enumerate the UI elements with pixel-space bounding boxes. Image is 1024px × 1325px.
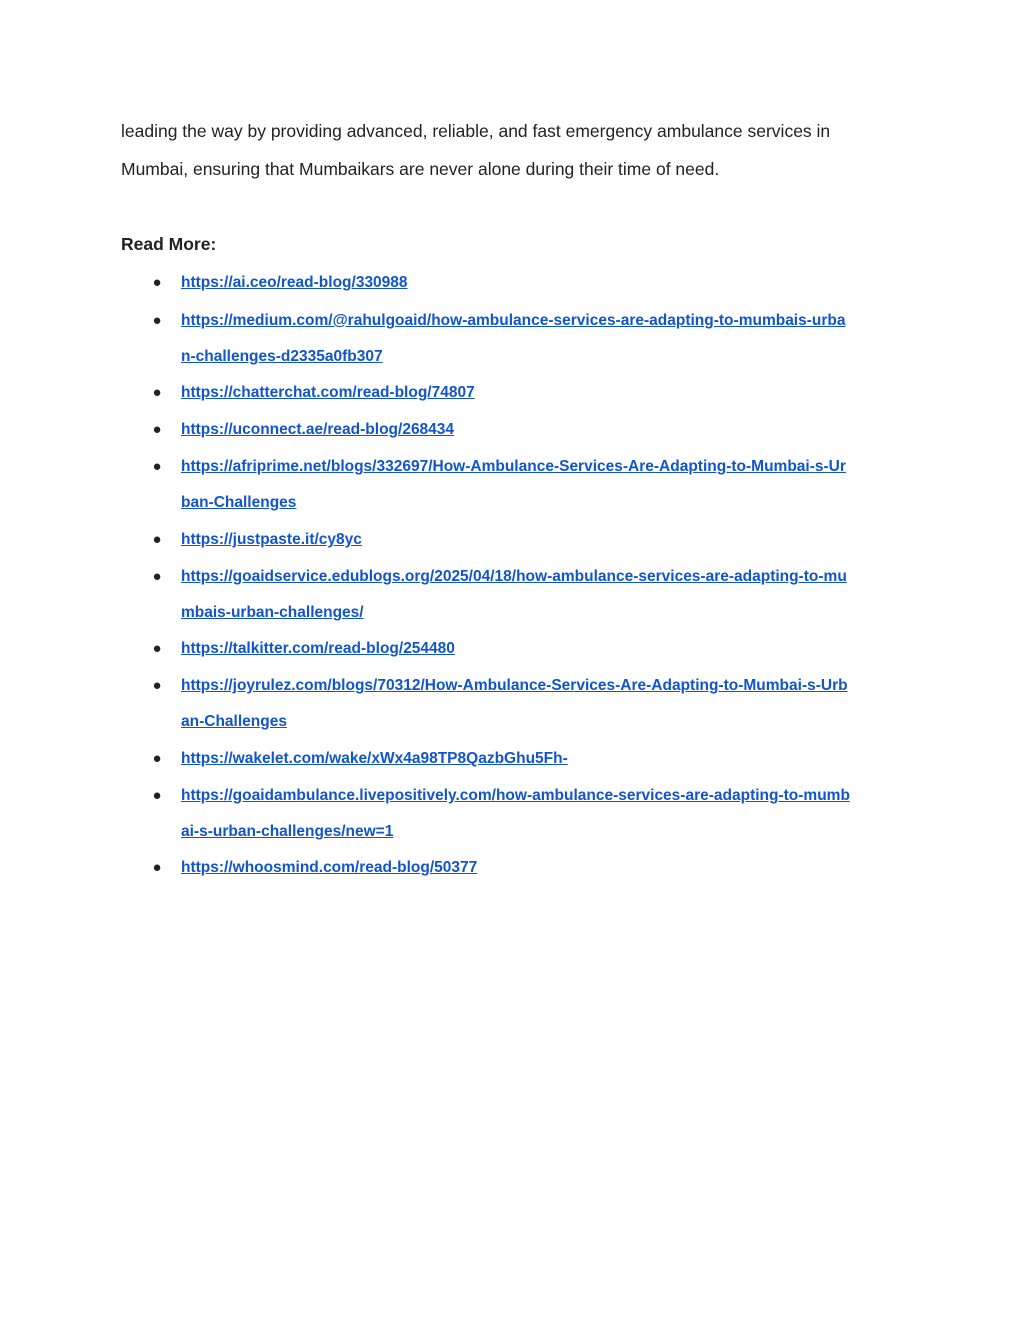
read-more-link[interactable] <box>181 783 850 845</box>
read-more-link[interactable] <box>181 673 848 735</box>
paragraph-line: Mumbai, ensuring that Mumbaikars are never alone during their time of need. <box>121 158 720 179</box>
link-text: https://uconnect.ae/read-blog/268434 <box>181 421 455 438</box>
bullet-icon: ● <box>152 384 162 401</box>
read-more-link[interactable] <box>181 308 846 370</box>
read-more-link[interactable] <box>181 746 568 772</box>
bullet-icon: ● <box>152 312 162 329</box>
link-text: https://afriprime.net/blogs/332697/How-Ambulance-Services-Are-Adapting-to-Mumbai-s-Ur <box>181 458 846 475</box>
bullet-icon: ● <box>152 677 162 694</box>
link-text: https://goaidambulance.livepositively.com/how-ambulance-services-are-adapting-to-mumb <box>181 787 850 804</box>
link-text: https://joyrulez.com/blogs/70312/How-Ambulance-Services-Are-Adapting-to-Mumbai-s-Urb <box>181 677 848 694</box>
read-more-link[interactable] <box>181 270 408 296</box>
read-more-link[interactable] <box>181 636 455 662</box>
read-more-link[interactable] <box>181 855 477 881</box>
link-text: https://talkitter.com/read-blog/254480 <box>181 640 455 657</box>
bullet-icon: ● <box>152 568 162 585</box>
read-more-link[interactable] <box>181 380 475 406</box>
link-text: https://ai.ceo/read-blog/330988 <box>181 274 408 291</box>
read-more-link[interactable] <box>181 454 846 516</box>
link-text: an-Challenges <box>181 713 287 730</box>
bullet-icon: ● <box>152 750 162 767</box>
link-text: https://justpaste.it/cy8yc <box>181 531 362 548</box>
link-text: https://medium.com/@rahulgoaid/how-ambulance-services-are-adapting-to-mumbais-urba <box>181 312 846 329</box>
link-text: ai-s-urban-challenges/new=1 <box>181 823 394 840</box>
body-paragraph <box>121 113 911 188</box>
bullet-icon: ● <box>152 458 162 475</box>
read-more-link[interactable] <box>181 417 454 443</box>
bullet-icon: ● <box>152 531 162 548</box>
link-text: https://wakelet.com/wake/xWx4a98TP8QazbGhu5Fh- <box>181 750 568 767</box>
bullet-icon: ● <box>152 421 162 438</box>
bullet-icon: ● <box>152 640 162 657</box>
link-text: https://whoosmind.com/read-blog/50377 <box>181 859 478 876</box>
link-text: n-challenges-d2335a0fb307 <box>181 348 383 365</box>
link-text: https://goaidservice.edublogs.org/2025/04/18/how-ambulance-services-are-adapting-to-mu <box>181 568 847 585</box>
bullet-icon: ● <box>152 787 162 804</box>
read-more-heading: Read More: <box>121 234 217 254</box>
link-text: ban-Challenges <box>181 494 297 511</box>
link-text: https://chatterchat.com/read-blog/74807 <box>181 384 475 401</box>
read-more-link[interactable] <box>181 564 847 626</box>
bullet-icon: ● <box>152 274 162 291</box>
read-more-link[interactable] <box>181 527 362 553</box>
link-text: mbais-urban-challenges/ <box>181 604 364 621</box>
paragraph-line: leading the way by providing advanced, reliable, and fast emergency ambulance services in <box>121 121 831 141</box>
bullet-icon: ● <box>152 859 162 876</box>
